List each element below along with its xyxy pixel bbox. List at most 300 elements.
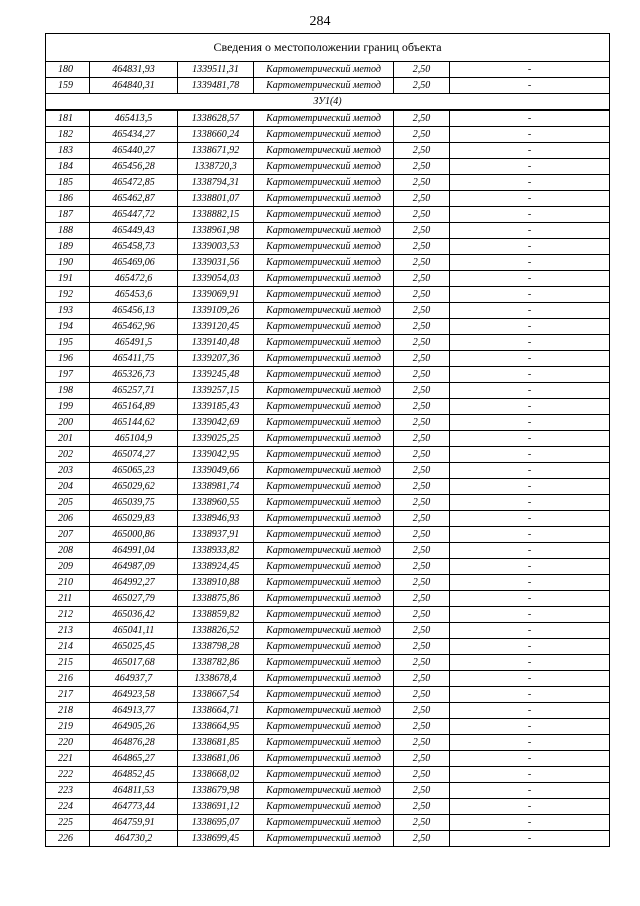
method-cell: Картометрический метод — [254, 431, 394, 447]
y-coordinate-cell: 1339031,56 — [178, 255, 254, 271]
method-cell: Картометрический метод — [254, 703, 394, 719]
table-row — [46, 159, 610, 175]
y-coordinate-cell: 1339003,53 — [178, 239, 254, 255]
description-cell: - — [450, 799, 610, 815]
description-cell: - — [450, 415, 610, 431]
description-cell: - — [450, 623, 610, 639]
accuracy-cell: 2,50 — [394, 527, 450, 543]
method-cell: Картометрический метод — [254, 191, 394, 207]
method-cell: Картометрический метод — [254, 271, 394, 287]
accuracy-cell: 2,50 — [394, 687, 450, 703]
description-cell: - — [450, 319, 610, 335]
method-cell: Картометрический метод — [254, 639, 394, 655]
point-number-cell: 180 — [46, 62, 90, 78]
table-row — [46, 447, 610, 463]
point-number-cell: 208 — [46, 543, 90, 559]
accuracy-cell: 2,50 — [394, 719, 450, 735]
table-row — [46, 207, 610, 223]
table-row — [46, 62, 610, 78]
accuracy-cell: 2,50 — [394, 799, 450, 815]
table-row — [46, 335, 610, 351]
description-cell: - — [450, 239, 610, 255]
table-row — [46, 110, 610, 127]
table-row — [46, 719, 610, 735]
description-cell: - — [450, 399, 610, 415]
y-coordinate-cell: 1338699,45 — [178, 831, 254, 847]
method-cell: Картометрический метод — [254, 479, 394, 495]
point-number-cell: 216 — [46, 671, 90, 687]
point-number-cell: 217 — [46, 687, 90, 703]
method-cell: Картометрический метод — [254, 447, 394, 463]
description-cell: - — [450, 175, 610, 191]
accuracy-cell: 2,50 — [394, 143, 450, 159]
accuracy-cell: 2,50 — [394, 78, 450, 94]
description-cell: - — [450, 543, 610, 559]
method-cell: Картометрический метод — [254, 319, 394, 335]
point-number-cell: 181 — [46, 110, 90, 127]
method-cell: Картометрический метод — [254, 575, 394, 591]
x-coordinate-cell: 465025,45 — [90, 639, 178, 655]
table-title: Сведения о местоположении границ объекта — [46, 34, 610, 62]
method-cell: Картометрический метод — [254, 751, 394, 767]
x-coordinate-cell: 465491,5 — [90, 335, 178, 351]
method-cell: Картометрический метод — [254, 767, 394, 783]
point-number-cell: 200 — [46, 415, 90, 431]
x-coordinate-cell: 465434,27 — [90, 127, 178, 143]
x-coordinate-cell: 464987,09 — [90, 559, 178, 575]
x-coordinate-cell: 465458,73 — [90, 239, 178, 255]
accuracy-cell: 2,50 — [394, 335, 450, 351]
y-coordinate-cell: 1339109,26 — [178, 303, 254, 319]
accuracy-cell: 2,50 — [394, 399, 450, 415]
accuracy-cell: 2,50 — [394, 591, 450, 607]
point-number-cell: 222 — [46, 767, 90, 783]
description-cell: - — [450, 78, 610, 94]
point-number-cell: 223 — [46, 783, 90, 799]
accuracy-cell: 2,50 — [394, 463, 450, 479]
y-coordinate-cell: 1338667,54 — [178, 687, 254, 703]
table-row — [46, 591, 610, 607]
accuracy-cell: 2,50 — [394, 783, 450, 799]
method-cell: Картометрический метод — [254, 255, 394, 271]
point-number-cell: 187 — [46, 207, 90, 223]
x-coordinate-cell: 465029,62 — [90, 479, 178, 495]
method-cell: Картометрический метод — [254, 335, 394, 351]
table-row — [46, 303, 610, 319]
description-cell: - — [450, 559, 610, 575]
y-coordinate-cell: 1338933,82 — [178, 543, 254, 559]
description-cell: - — [450, 223, 610, 239]
accuracy-cell: 2,50 — [394, 479, 450, 495]
point-number-cell: 185 — [46, 175, 90, 191]
x-coordinate-cell: 465472,6 — [90, 271, 178, 287]
point-number-cell: 198 — [46, 383, 90, 399]
y-coordinate-cell: 1339025,25 — [178, 431, 254, 447]
accuracy-cell: 2,50 — [394, 207, 450, 223]
point-number-cell: 221 — [46, 751, 90, 767]
y-coordinate-cell: 1338679,98 — [178, 783, 254, 799]
y-coordinate-cell: 1338960,55 — [178, 495, 254, 511]
description-cell: - — [450, 607, 610, 623]
table-row — [46, 511, 610, 527]
accuracy-cell: 2,50 — [394, 703, 450, 719]
method-cell: Картометрический метод — [254, 671, 394, 687]
table-row — [46, 351, 610, 367]
method-cell: Картометрический метод — [254, 351, 394, 367]
method-cell: Картометрический метод — [254, 303, 394, 319]
y-coordinate-cell: 1338826,52 — [178, 623, 254, 639]
method-cell: Картометрический метод — [254, 511, 394, 527]
accuracy-cell: 2,50 — [394, 671, 450, 687]
page-number: 284 — [309, 14, 331, 29]
method-cell: Картометрический метод — [254, 719, 394, 735]
accuracy-cell: 2,50 — [394, 815, 450, 831]
accuracy-cell: 2,50 — [394, 767, 450, 783]
point-number-cell: 206 — [46, 511, 90, 527]
description-cell: - — [450, 287, 610, 303]
method-cell: Картометрический метод — [254, 399, 394, 415]
x-coordinate-cell: 464923,58 — [90, 687, 178, 703]
point-number-cell: 214 — [46, 639, 90, 655]
point-number-cell: 192 — [46, 287, 90, 303]
table-row — [46, 575, 610, 591]
x-coordinate-cell: 465440,27 — [90, 143, 178, 159]
table-row — [46, 127, 610, 143]
table-row — [46, 463, 610, 479]
point-number-cell: 209 — [46, 559, 90, 575]
method-cell: Картометрический метод — [254, 367, 394, 383]
point-number-cell: 226 — [46, 831, 90, 847]
description-cell: - — [450, 159, 610, 175]
accuracy-cell: 2,50 — [394, 831, 450, 847]
y-coordinate-cell: 1338695,07 — [178, 815, 254, 831]
y-coordinate-cell: 1339185,43 — [178, 399, 254, 415]
accuracy-cell: 2,50 — [394, 383, 450, 399]
x-coordinate-cell: 465257,71 — [90, 383, 178, 399]
method-cell: Картометрический метод — [254, 415, 394, 431]
description-cell: - — [450, 207, 610, 223]
table-row — [46, 495, 610, 511]
x-coordinate-cell: 465472,85 — [90, 175, 178, 191]
boundary-table — [45, 33, 610, 847]
method-cell: Картометрический метод — [254, 287, 394, 303]
x-coordinate-cell: 465027,79 — [90, 591, 178, 607]
x-coordinate-cell: 464831,93 — [90, 62, 178, 78]
table-row — [46, 367, 610, 383]
table-row — [46, 559, 610, 575]
accuracy-cell: 2,50 — [394, 623, 450, 639]
y-coordinate-cell: 1339049,66 — [178, 463, 254, 479]
table-row — [46, 143, 610, 159]
table-row — [46, 831, 610, 847]
description-cell: - — [450, 479, 610, 495]
method-cell: Картометрический метод — [254, 831, 394, 847]
method-cell: Картометрический метод — [254, 223, 394, 239]
table-row — [46, 799, 610, 815]
table-row — [46, 175, 610, 191]
accuracy-cell: 2,50 — [394, 495, 450, 511]
y-coordinate-cell: 1338798,28 — [178, 639, 254, 655]
x-coordinate-cell: 464840,31 — [90, 78, 178, 94]
description-cell: - — [450, 335, 610, 351]
point-number-cell: 190 — [46, 255, 90, 271]
table-row — [46, 607, 610, 623]
description-cell: - — [450, 383, 610, 399]
accuracy-cell: 2,50 — [394, 639, 450, 655]
x-coordinate-cell: 465039,75 — [90, 495, 178, 511]
x-coordinate-cell: 465104,9 — [90, 431, 178, 447]
y-coordinate-cell: 1338664,95 — [178, 719, 254, 735]
table-row — [46, 815, 610, 831]
description-cell: - — [450, 463, 610, 479]
table-row — [46, 543, 610, 559]
point-number-cell: 210 — [46, 575, 90, 591]
accuracy-cell: 2,50 — [394, 127, 450, 143]
x-coordinate-cell: 464773,44 — [90, 799, 178, 815]
method-cell: Картометрический метод — [254, 655, 394, 671]
description-cell: - — [450, 303, 610, 319]
table-row — [46, 527, 610, 543]
x-coordinate-cell: 465029,83 — [90, 511, 178, 527]
table-row — [46, 639, 610, 655]
point-number-cell: 195 — [46, 335, 90, 351]
point-number-cell: 159 — [46, 78, 90, 94]
table-row — [46, 223, 610, 239]
x-coordinate-cell: 464730,2 — [90, 831, 178, 847]
y-coordinate-cell: 1338691,12 — [178, 799, 254, 815]
description-cell: - — [450, 367, 610, 383]
table-row — [46, 319, 610, 335]
accuracy-cell: 2,50 — [394, 607, 450, 623]
accuracy-cell: 2,50 — [394, 110, 450, 127]
description-cell: - — [450, 495, 610, 511]
y-coordinate-cell: 1338882,15 — [178, 207, 254, 223]
method-cell: Картометрический метод — [254, 559, 394, 575]
x-coordinate-cell: 465164,89 — [90, 399, 178, 415]
description-cell: - — [450, 127, 610, 143]
y-coordinate-cell: 1338924,45 — [178, 559, 254, 575]
accuracy-cell: 2,50 — [394, 191, 450, 207]
x-coordinate-cell: 465462,96 — [90, 319, 178, 335]
method-cell: Картометрический метод — [254, 799, 394, 815]
method-cell: Картометрический метод — [254, 383, 394, 399]
method-cell: Картометрический метод — [254, 175, 394, 191]
accuracy-cell: 2,50 — [394, 271, 450, 287]
y-coordinate-cell: 1338910,88 — [178, 575, 254, 591]
accuracy-cell: 2,50 — [394, 239, 450, 255]
table-row — [46, 479, 610, 495]
y-coordinate-cell: 1339511,31 — [178, 62, 254, 78]
table-title-row — [46, 34, 610, 62]
description-cell: - — [450, 591, 610, 607]
description-cell: - — [450, 351, 610, 367]
x-coordinate-cell: 465326,73 — [90, 367, 178, 383]
y-coordinate-cell: 1339069,91 — [178, 287, 254, 303]
x-coordinate-cell: 465449,43 — [90, 223, 178, 239]
y-coordinate-cell: 1338664,71 — [178, 703, 254, 719]
table-row — [46, 431, 610, 447]
accuracy-cell: 2,50 — [394, 319, 450, 335]
y-coordinate-cell: 1338671,92 — [178, 143, 254, 159]
x-coordinate-cell: 464937,7 — [90, 671, 178, 687]
accuracy-cell: 2,50 — [394, 287, 450, 303]
table-row — [46, 655, 610, 671]
table-row — [46, 239, 610, 255]
y-coordinate-cell: 1338981,74 — [178, 479, 254, 495]
table-row — [46, 703, 610, 719]
method-cell: Картометрический метод — [254, 78, 394, 94]
method-cell: Картометрический метод — [254, 207, 394, 223]
x-coordinate-cell: 464905,26 — [90, 719, 178, 735]
table-row — [46, 687, 610, 703]
method-cell: Картометрический метод — [254, 159, 394, 175]
x-coordinate-cell: 465411,75 — [90, 351, 178, 367]
table-row — [46, 271, 610, 287]
accuracy-cell: 2,50 — [394, 751, 450, 767]
y-coordinate-cell: 1339140,48 — [178, 335, 254, 351]
accuracy-cell: 2,50 — [394, 223, 450, 239]
table-row — [46, 735, 610, 751]
y-coordinate-cell: 1339054,03 — [178, 271, 254, 287]
table-row — [46, 255, 610, 271]
description-cell: - — [450, 191, 610, 207]
accuracy-cell: 2,50 — [394, 543, 450, 559]
y-coordinate-cell: 1338678,4 — [178, 671, 254, 687]
description-cell: - — [450, 143, 610, 159]
table-row — [46, 415, 610, 431]
x-coordinate-cell: 464913,77 — [90, 703, 178, 719]
y-coordinate-cell: 1338801,07 — [178, 191, 254, 207]
description-cell: - — [450, 815, 610, 831]
y-coordinate-cell: 1338782,86 — [178, 655, 254, 671]
accuracy-cell: 2,50 — [394, 559, 450, 575]
method-cell: Картометрический метод — [254, 110, 394, 127]
x-coordinate-cell: 465065,23 — [90, 463, 178, 479]
x-coordinate-cell: 465041,11 — [90, 623, 178, 639]
y-coordinate-cell: 1339481,78 — [178, 78, 254, 94]
point-number-cell: 184 — [46, 159, 90, 175]
method-cell: Картометрический метод — [254, 495, 394, 511]
method-cell: Картометрический метод — [254, 463, 394, 479]
table-row — [46, 767, 610, 783]
method-cell: Картометрический метод — [254, 543, 394, 559]
point-number-cell: 199 — [46, 399, 90, 415]
accuracy-cell: 2,50 — [394, 511, 450, 527]
y-coordinate-cell: 1338961,98 — [178, 223, 254, 239]
x-coordinate-cell: 464811,53 — [90, 783, 178, 799]
description-cell: - — [450, 767, 610, 783]
point-number-cell: 193 — [46, 303, 90, 319]
point-number-cell: 204 — [46, 479, 90, 495]
x-coordinate-cell: 465462,87 — [90, 191, 178, 207]
point-number-cell: 225 — [46, 815, 90, 831]
description-cell: - — [450, 735, 610, 751]
method-cell: Картометрический метод — [254, 687, 394, 703]
description-cell: - — [450, 639, 610, 655]
description-cell: - — [450, 255, 610, 271]
accuracy-cell: 2,50 — [394, 175, 450, 191]
description-cell: - — [450, 671, 610, 687]
description-cell: - — [450, 431, 610, 447]
description-cell: - — [450, 527, 610, 543]
x-coordinate-cell: 465074,27 — [90, 447, 178, 463]
x-coordinate-cell: 464991,04 — [90, 543, 178, 559]
y-coordinate-cell: 1338668,02 — [178, 767, 254, 783]
accuracy-cell: 2,50 — [394, 431, 450, 447]
y-coordinate-cell: 1339042,95 — [178, 447, 254, 463]
point-number-cell: 202 — [46, 447, 90, 463]
point-number-cell: 188 — [46, 223, 90, 239]
description-cell: - — [450, 703, 610, 719]
x-coordinate-cell: 465456,28 — [90, 159, 178, 175]
y-coordinate-cell: 1339245,48 — [178, 367, 254, 383]
method-cell: Картометрический метод — [254, 607, 394, 623]
description-cell: - — [450, 719, 610, 735]
table-row — [46, 671, 610, 687]
x-coordinate-cell: 465036,42 — [90, 607, 178, 623]
method-cell: Картометрический метод — [254, 591, 394, 607]
point-number-cell: 183 — [46, 143, 90, 159]
accuracy-cell: 2,50 — [394, 159, 450, 175]
description-cell: - — [450, 655, 610, 671]
accuracy-cell: 2,50 — [394, 62, 450, 78]
method-cell: Картометрический метод — [254, 62, 394, 78]
x-coordinate-cell: 464876,28 — [90, 735, 178, 751]
accuracy-cell: 2,50 — [394, 255, 450, 271]
point-number-cell: 219 — [46, 719, 90, 735]
accuracy-cell: 2,50 — [394, 367, 450, 383]
method-cell: Картометрический метод — [254, 815, 394, 831]
x-coordinate-cell: 465017,68 — [90, 655, 178, 671]
point-number-cell: 218 — [46, 703, 90, 719]
x-coordinate-cell: 465447,72 — [90, 207, 178, 223]
accuracy-cell: 2,50 — [394, 415, 450, 431]
accuracy-cell: 2,50 — [394, 735, 450, 751]
y-coordinate-cell: 1339257,15 — [178, 383, 254, 399]
description-cell: - — [450, 751, 610, 767]
y-coordinate-cell: 1339120,45 — [178, 319, 254, 335]
accuracy-cell: 2,50 — [394, 447, 450, 463]
y-coordinate-cell: 1338681,06 — [178, 751, 254, 767]
method-cell: Картометрический метод — [254, 127, 394, 143]
y-coordinate-cell: 1338681,85 — [178, 735, 254, 751]
description-cell: - — [450, 511, 610, 527]
description-cell: - — [450, 110, 610, 127]
point-number-cell: 212 — [46, 607, 90, 623]
table-row — [46, 623, 610, 639]
description-cell: - — [450, 783, 610, 799]
point-number-cell: 205 — [46, 495, 90, 511]
y-coordinate-cell: 1338628,57 — [178, 110, 254, 127]
accuracy-cell: 2,50 — [394, 575, 450, 591]
point-number-cell: 194 — [46, 319, 90, 335]
method-cell: Картометрический метод — [254, 143, 394, 159]
x-coordinate-cell: 465469,06 — [90, 255, 178, 271]
table-row — [46, 287, 610, 303]
section-header-row — [46, 94, 610, 111]
point-number-cell: 203 — [46, 463, 90, 479]
point-number-cell: 207 — [46, 527, 90, 543]
point-number-cell: 197 — [46, 367, 90, 383]
y-coordinate-cell: 1338794,31 — [178, 175, 254, 191]
y-coordinate-cell: 1338937,91 — [178, 527, 254, 543]
x-coordinate-cell: 464852,45 — [90, 767, 178, 783]
y-coordinate-cell: 1338660,24 — [178, 127, 254, 143]
point-number-cell: 224 — [46, 799, 90, 815]
point-number-cell: 182 — [46, 127, 90, 143]
x-coordinate-cell: 465453,6 — [90, 287, 178, 303]
point-number-cell: 220 — [46, 735, 90, 751]
